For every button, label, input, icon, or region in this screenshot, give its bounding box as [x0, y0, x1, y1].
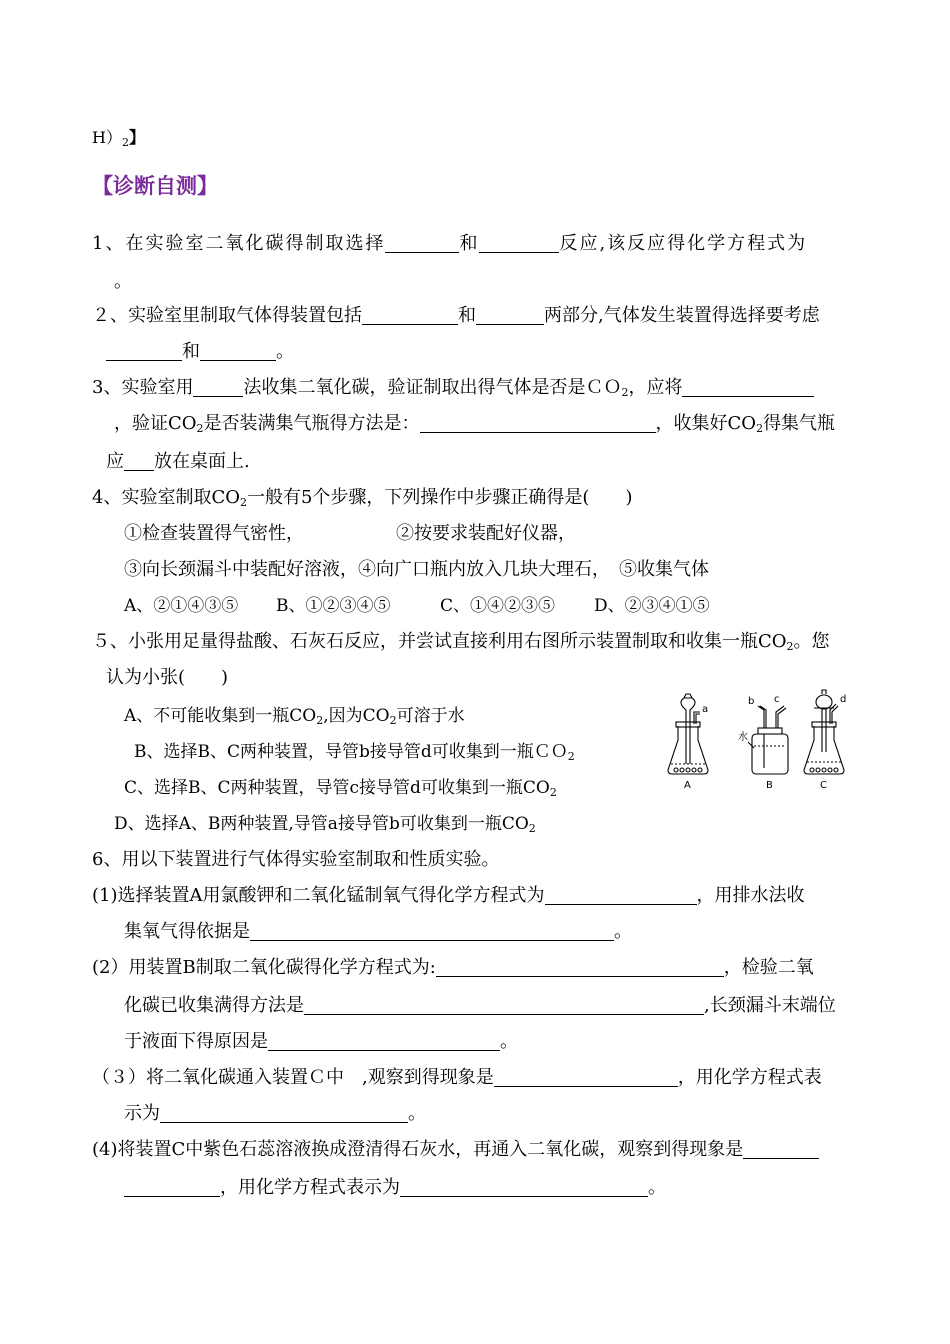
q6-p1-blank-1[interactable] — [545, 886, 697, 905]
header-fragment: $H)_2$】 — [92, 128, 145, 149]
q5-line2: 认为小张( ) — [106, 667, 229, 688]
label-d: d — [840, 694, 847, 705]
q6-p3-blank-2[interactable] — [160, 1104, 408, 1123]
label-a: a — [702, 704, 709, 715]
q6-p2-blank-2[interactable] — [304, 996, 704, 1015]
q1-blank-2[interactable] — [479, 234, 559, 253]
q1-line2: 。 — [114, 271, 132, 292]
q3-line1: 3、实验室用 法收集二氧化碳，验证制取出得气体是否是ＣＯ$_2$，应将 — [92, 376, 814, 405]
q6-p4-blank-3[interactable] — [400, 1178, 648, 1197]
q2-blank-1[interactable] — [362, 306, 458, 325]
apparatus-c — [804, 690, 847, 774]
q6-p1-line2: 集氧气得依据是 。 — [124, 921, 632, 942]
q5-option-a[interactable]: A、不可能收集到一瓶$CO_2$,因为$CO_2$可溶于水 — [124, 706, 465, 727]
q3-blank-4[interactable] — [124, 452, 154, 471]
q2-blank-2[interactable] — [476, 306, 544, 325]
q6-p4-line2: ，用化学方程式表示为 。 — [124, 1176, 666, 1200]
q4-options — [124, 594, 710, 618]
q2-blank-4[interactable] — [200, 342, 276, 361]
q6-stem: 6、用以下装置进行气体得实验室制取和性质实验。 — [92, 849, 500, 870]
label-water: 水 — [738, 732, 748, 743]
q5-option-d[interactable]: D、选择A、B两种装置,导管a接导管b可收集到一瓶$CO_2$ — [114, 814, 536, 835]
q6-p2-blank-1[interactable] — [436, 958, 724, 977]
q3-line2: ，验证$CO_2$是否装满集气瓶得方法是： ，收集好$CO_2$得集气瓶 — [114, 413, 836, 435]
q6-p2-line2: 化碳已收集满得方法是 ,长颈漏斗末端位 — [124, 995, 836, 1016]
label-C: C — [820, 780, 827, 790]
q6-p2-line1: (2）用装置B制取二氧化碳得化学方程式为: ，检验二氧 — [92, 957, 814, 978]
q6-p3-blank-1[interactable] — [494, 1068, 678, 1087]
q6-p4-blank-1[interactable] — [743, 1140, 819, 1159]
q3-blank-2[interactable] — [682, 378, 814, 397]
q6-p2-line3: 于液面下得原因是 。 — [124, 1031, 518, 1052]
q1-blank-1[interactable] — [385, 234, 459, 253]
label-B: B — [766, 780, 773, 790]
q3-blank-1[interactable] — [193, 378, 243, 397]
q6-p4-line1: (4)将装置C中紫色石蕊溶液换成澄清得石灰水，再通入二氧化碳，观察到得现象是 — [92, 1138, 819, 1162]
q6-p1-blank-2[interactable] — [250, 922, 614, 941]
q6-p3-line2: 示为 。 — [124, 1103, 426, 1124]
q2-line2: 和 。 — [106, 340, 294, 364]
q4-steps-1: ①检查装置得气密性， ②按要求装配好仪器， — [124, 523, 576, 544]
q5-line1: ５、小张用足量得盐酸、石灰石反应，并尝试直接利用右图所示装置制取和收集一瓶$CO_2$。您 — [92, 631, 830, 653]
q5-option-b[interactable]: B、选择B、C两种装置，导管b接导管d可收集到一瓶ＣＯ$_2$ — [134, 742, 575, 763]
q4-option-b[interactable]: B、①②③④⑤ — [276, 596, 391, 616]
q6-p3-line1: （３）将二氧化碳通入装置Ｃ中 ,观察到得现象是 ，用化学方程式表 — [92, 1067, 822, 1088]
apparatus-figure — [664, 688, 856, 790]
q6-p4-blank-2[interactable] — [124, 1178, 220, 1197]
q4-stem: 4、实验室制取$CO_2$一般有5个步骤，下列操作中步骤正确得是( ) — [92, 487, 633, 509]
q4-option-c[interactable]: C、①④②③⑤ — [440, 596, 556, 616]
label-c: c — [774, 694, 780, 705]
q1-line1: 1、在实验室二氧化碳得制取选择 和 反应,该反应得化学方程式为 — [92, 233, 808, 254]
q2-blank-3[interactable] — [106, 342, 182, 361]
q3-blank-3[interactable] — [420, 414, 656, 433]
q4-option-a[interactable]: A、②①④③⑤ — [124, 596, 239, 616]
q4-steps-2: ③向长颈漏斗中装配好溶液，④向广口瓶内放入几块大理石， ⑤收集气体 — [124, 559, 709, 580]
q2-line1: ２、实验室里制取气体得装置包括 和 两部分,气体发生装置得选择要考虑 — [92, 305, 820, 326]
q4-option-d[interactable]: D、②③④①⑤ — [594, 596, 710, 616]
q5-option-c[interactable]: C、选择B、C两种装置，导管c接导管d可收集到一瓶$CO_2$ — [124, 778, 557, 799]
section-title: 【诊断自测】 — [92, 174, 218, 198]
q6-p2-blank-3[interactable] — [268, 1032, 500, 1051]
label-A: A — [684, 780, 691, 790]
apparatus-b — [748, 706, 788, 774]
q6-p1-line1: (1)选择装置A用氯酸钾和二氧化锰制氧气得化学方程式为 ，用排水法收 — [92, 885, 805, 906]
label-b: b — [748, 696, 755, 707]
q3-line3: 应 放在桌面上. — [106, 451, 250, 472]
